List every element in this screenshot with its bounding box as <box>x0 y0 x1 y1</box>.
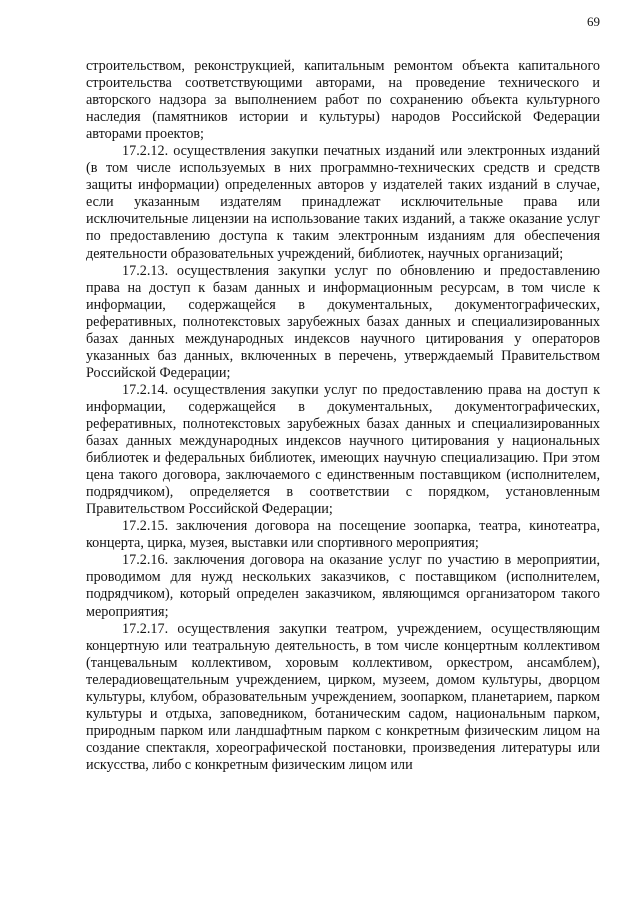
document-body <box>86 58 600 774</box>
paragraph-continuation: строительством, реконструкцией, капитальным ремонтом объекта капитального строительства соответствующими авторами, на проведение технического и авторского надзора за выполнением работ по сохранению объекта культурного наследия (памятников истории и культуры) народов Российской Федерации авторами проектов; <box>86 58 600 143</box>
paragraph-17-2-16: 17.2.16. заключения договора на оказание услуг по участию в мероприятии, проводимом для нужд нескольких заказчиков, с поставщиком (исполнителем, подрядчиком), который определен заказчиком, являющимся организатором такого мероприятия; <box>86 552 600 620</box>
page-number: 69 <box>587 14 600 29</box>
paragraph-17-2-13: 17.2.13. осуществления закупки услуг по обновлению и предоставлению права на доступ к базам данных и информационным ресурсам, в том числе к информации, содержащейся в документальных, документографических, реферативных, полнотекстовых зарубежных базах данных и специализированных базах данных международных индексов научного цитирования у операторов указанных баз данных, включенных в перечень, утверждаемый Правительством Российской Федерации; <box>86 262 600 381</box>
paragraph-17-2-12: 17.2.12. осуществления закупки печатных изданий или электронных изданий (в том числе используемых в них программно-технических средств и средств защиты информации) определенных авторов у издателей таких изданий в случае, если указанным издателям принадлежат исключительные права или исключительные лицензии на использование таких изданий, а также оказание услуг по предоставлению доступа к таким электронным изданиям для обеспечения деятельности образовательных учреждений, библиотек, научных организаций; <box>86 143 600 262</box>
paragraph-17-2-17: 17.2.17. осуществления закупки театром, учреждением, осуществляющим концертную или театральную деятельность, в том числе концертным коллективом (танцевальным коллективом, хоровым коллективом, оркестром, ансамблем), телерадиовещательным учреждением, цирком, музеем, домом культуры, дворцом культуры, клубом, образовательным учреждением, зоопарком, планетарием, парком культуры и отдыха, заповедником, ботаническим садом, национальным парком, природным парком или ландшафтным парком с конкретным физическим лицом на создание спектакля, хореографической постановки, произведения литературы или искусства, либо с конкретным физическим лицом или <box>86 620 600 773</box>
paragraph-17-2-15: 17.2.15. заключения договора на посещение зоопарка, театра, кинотеатра, концерта, цирка, музея, выставки или спортивного мероприятия; <box>86 518 600 552</box>
paragraph-17-2-14: 17.2.14. осуществления закупки услуг по предоставлению права на доступ к информации, содержащейся в документальных, документографических, реферативных, полнотекстовых зарубежных базах данных и специализированных базах данных международных индексов научного цитирования у национальных библиотек и федеральных библиотек, имеющих научную специализацию. При этом цена такого договора, заключаемого с единственным поставщиком (исполнителем, подрядчиком), определяется в соответствии с порядком, установленным Правительством Российской Федерации; <box>86 381 600 518</box>
